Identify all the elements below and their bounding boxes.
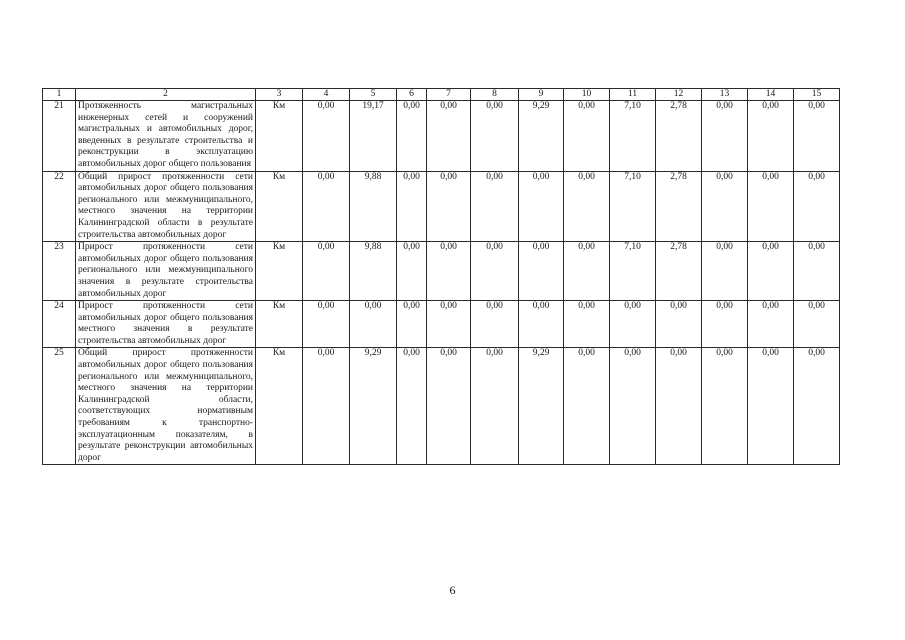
header-row — [43, 89, 840, 101]
indicator-description: Общий прирост протяженности автомобильных дорог общего пользования регионального или межмуниципального, местного значения на территории Калининградской области, соответствующих нормативным требованиям к транспортно-эксплуатационным показателям, в результате реконструкции автомобильных дорог — [76, 348, 256, 465]
value-cell: 0,00 — [303, 301, 350, 348]
value-cell: 2,78 — [656, 242, 702, 301]
value-cell: 9,88 — [350, 242, 397, 301]
value-cell: 0,00 — [702, 242, 748, 301]
row-number: 21 — [43, 101, 76, 172]
unit-cell: Км — [256, 242, 303, 301]
row-number: 24 — [43, 301, 76, 348]
value-cell: 0,00 — [471, 348, 519, 465]
indicator-description: Прирост протяженности сети автомобильных дорог общего пользования регионального или межмуниципального значения в результате строительства автомобильных дорог — [76, 242, 256, 301]
value-cell: 0,00 — [656, 301, 702, 348]
value-cell: 0,00 — [794, 242, 840, 301]
value-cell: 0,00 — [303, 242, 350, 301]
column-header-12: 12 — [656, 89, 702, 101]
value-cell: 9,29 — [350, 348, 397, 465]
value-cell: 0,00 — [748, 171, 794, 242]
value-cell: 0,00 — [748, 242, 794, 301]
value-cell: 0,00 — [794, 301, 840, 348]
indicators-table — [42, 88, 840, 465]
column-header-13: 13 — [702, 89, 748, 101]
value-cell: 0,00 — [702, 301, 748, 348]
value-cell: 0,00 — [397, 242, 427, 301]
value-cell: 0,00 — [427, 101, 471, 172]
table-body — [43, 101, 840, 465]
value-cell: 9,29 — [519, 101, 564, 172]
value-cell: 7,10 — [610, 242, 656, 301]
value-cell: 0,00 — [303, 101, 350, 172]
value-cell: 2,78 — [656, 171, 702, 242]
value-cell: 0,00 — [519, 301, 564, 348]
value-cell: 0,00 — [397, 171, 427, 242]
value-cell: 0,00 — [427, 348, 471, 465]
value-cell: 0,00 — [564, 171, 610, 242]
column-header-6: 6 — [397, 89, 427, 101]
indicator-description: Протяженность магистральных инженерных сетей и сооружений магистральных и автомобильных дорог, введенных в результате строительства и реконструкции в эксплуатацию автомобильных дорог общего пользования — [76, 101, 256, 172]
value-cell: 0,00 — [471, 301, 519, 348]
value-cell: 0,00 — [303, 171, 350, 242]
table-row — [43, 101, 840, 172]
value-cell: 0,00 — [519, 171, 564, 242]
value-cell: 0,00 — [427, 171, 471, 242]
table-row — [43, 171, 840, 242]
indicator-description: Прирост протяженности сети автомобильных дорог общего пользования местного значения в результате строительства автомобильных дорог — [76, 301, 256, 348]
unit-cell: Км — [256, 101, 303, 172]
column-header-3: 3 — [256, 89, 303, 101]
value-cell: 0,00 — [748, 101, 794, 172]
column-header-14: 14 — [748, 89, 794, 101]
value-cell: 19,17 — [350, 101, 397, 172]
value-cell: 0,00 — [656, 348, 702, 465]
value-cell: 0,00 — [397, 301, 427, 348]
column-header-2: 2 — [76, 89, 256, 101]
column-header-11: 11 — [610, 89, 656, 101]
table-row — [43, 242, 840, 301]
value-cell: 0,00 — [702, 101, 748, 172]
value-cell: 0,00 — [564, 348, 610, 465]
value-cell: 7,10 — [610, 101, 656, 172]
value-cell: 0,00 — [303, 348, 350, 465]
value-cell: 0,00 — [794, 171, 840, 242]
column-header-15: 15 — [794, 89, 840, 101]
column-header-8: 8 — [471, 89, 519, 101]
unit-cell: Км — [256, 348, 303, 465]
page-number: 6 — [449, 583, 456, 597]
value-cell: 0,00 — [471, 171, 519, 242]
value-cell: 0,00 — [610, 301, 656, 348]
column-header-9: 9 — [519, 89, 564, 101]
row-number: 23 — [43, 242, 76, 301]
value-cell: 0,00 — [471, 101, 519, 172]
column-header-1: 1 — [43, 89, 76, 101]
value-cell: 0,00 — [702, 171, 748, 242]
value-cell: 0,00 — [794, 101, 840, 172]
value-cell: 0,00 — [748, 301, 794, 348]
value-cell: 0,00 — [748, 348, 794, 465]
value-cell: 9,88 — [350, 171, 397, 242]
column-header-4: 4 — [303, 89, 350, 101]
value-cell: 2,78 — [656, 101, 702, 172]
value-cell: 0,00 — [519, 242, 564, 301]
value-cell: 0,00 — [610, 348, 656, 465]
row-number: 22 — [43, 171, 76, 242]
column-header-7: 7 — [427, 89, 471, 101]
value-cell: 0,00 — [471, 242, 519, 301]
table-row — [43, 301, 840, 348]
value-cell: 0,00 — [702, 348, 748, 465]
row-number: 25 — [43, 348, 76, 465]
value-cell: 9,29 — [519, 348, 564, 465]
column-header-5: 5 — [350, 89, 397, 101]
column-header-10: 10 — [564, 89, 610, 101]
indicator-description: Общий прирост протяженности сети автомобильных дорог общего пользования регионального или межмуниципального, местного значения на территории Калининградской области в результате строительства автомобильных дорог — [76, 171, 256, 242]
value-cell: 0,00 — [794, 348, 840, 465]
value-cell: 0,00 — [427, 301, 471, 348]
value-cell: 0,00 — [427, 242, 471, 301]
table-row — [43, 348, 840, 465]
value-cell: 0,00 — [397, 101, 427, 172]
value-cell: 0,00 — [564, 101, 610, 172]
value-cell: 7,10 — [610, 171, 656, 242]
value-cell: 0,00 — [397, 348, 427, 465]
value-cell: 0,00 — [564, 242, 610, 301]
unit-cell: Км — [256, 171, 303, 242]
unit-cell: Км — [256, 301, 303, 348]
value-cell: 0,00 — [564, 301, 610, 348]
value-cell: 0,00 — [350, 301, 397, 348]
